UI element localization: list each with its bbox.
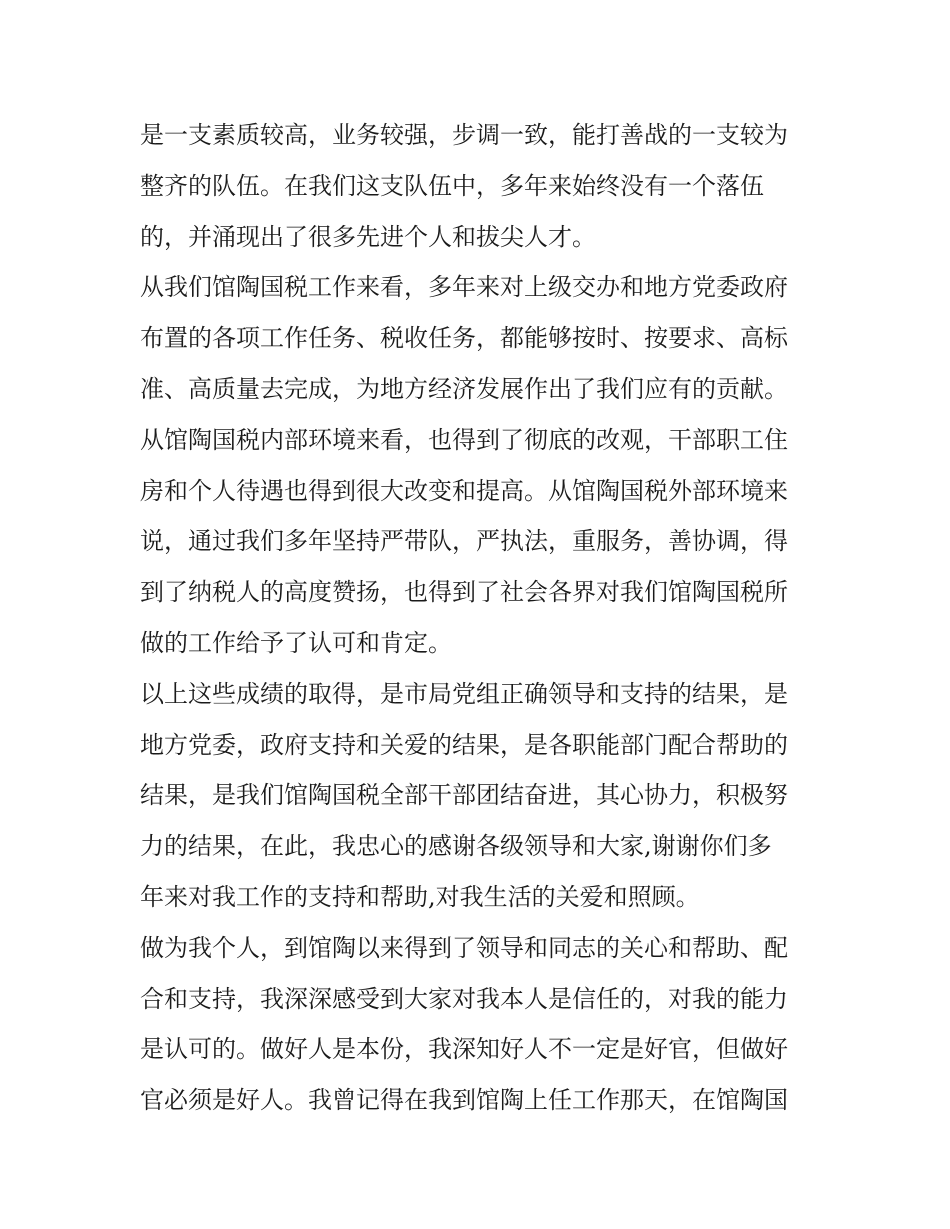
text-line: 合和支持，我深深感受到大家对我本人是信任的，对我的能力	[140, 984, 788, 1013]
text-line: 说，通过我们多年坚持严带队，严执法，重服务，善协调，得	[140, 527, 788, 556]
text-line: 以上这些成绩的取得，是市局党组正确领导和支持的结果，是	[140, 679, 788, 708]
text-line: 从馆陶国税内部环境来看，也得到了彻底的改观，干部职工住	[140, 425, 788, 454]
text-line: 官必须是好人。我曾记得在我到馆陶上任工作那天，在馆陶国	[140, 1086, 788, 1115]
text-line: 房和个人待遇也得到很大改变和提高。从馆陶国税外部环境来	[140, 476, 788, 505]
text-line: 是一支素质较高，业务较强，步调一致，能打善战的一支较为	[140, 121, 788, 149]
text-line: 准、高质量去完成，为地方经济发展作出了我们应有的贡献。	[140, 374, 788, 403]
text-line: 整齐的队伍。在我们这支队伍中，多年来始终没有一个落伍	[140, 171, 764, 200]
text-line: 做为我个人，到馆陶以来得到了领导和同志的关心和帮助、配	[140, 933, 788, 962]
text-line: 地方党委，政府支持和关爱的结果，是各职能部门配合帮助的	[140, 730, 788, 759]
text-line: 年来对我工作的支持和帮助,对我生活的关爱和照顾。	[140, 882, 700, 911]
text-line: 做的工作给予了认可和肯定。	[140, 628, 452, 657]
text-line: 结果，是我们馆陶国税全部干部团结奋进，其心协力，积极努	[140, 781, 788, 810]
text-line: 布置的各项工作任务、税收任务，都能够按时、按要求、高标	[140, 324, 788, 353]
text-line: 从我们馆陶国税工作来看，多年来对上级交办和地方党委政府	[140, 273, 788, 302]
text-line: 力的结果，在此，我忠心的感谢各级领导和大家,谢谢你们多	[140, 832, 772, 861]
text-line: 的，并涌现出了很多先进个人和拔尖人才。	[140, 222, 596, 251]
text-line: 到了纳税人的高度赞扬，也得到了社会各界对我们馆陶国税所	[140, 578, 788, 607]
text-line: 是认可的。做好人是本份，我深知好人不一定是好官，但做好	[140, 1035, 788, 1064]
body-text	[140, 110, 820, 1126]
